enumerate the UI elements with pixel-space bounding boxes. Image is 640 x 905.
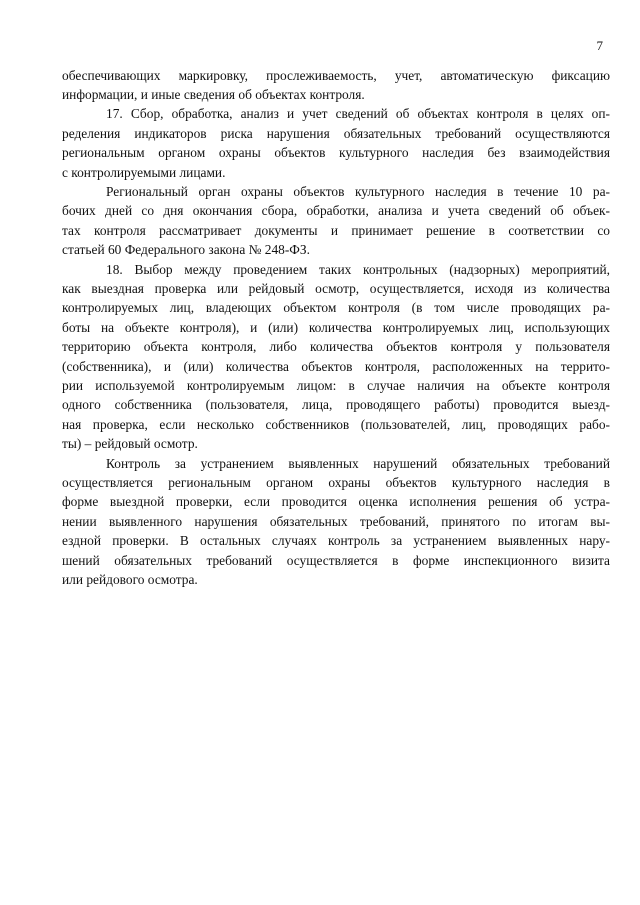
text-line: Региональный орган охраны объектов культурного наследия в течение 10 ра- (106, 184, 610, 199)
text-line: статьей 60 Федерального закона № 248-ФЗ. (62, 242, 310, 257)
text-line: Контроль за устранением выявленных нарушений обязательных требований (106, 456, 610, 471)
text-line: ная проверка, если несколько собственников (пользователей, лиц, проводящих рабо- (62, 417, 610, 432)
text-line: обеспечивающих маркировку, прослеживаемость, учет, автоматическую фиксацию (62, 68, 610, 83)
text-line: боты на объекте контроля), и (или) количества контролируемых лиц, использующих (62, 320, 610, 335)
text-line: ездной проверки. В остальных случаях контроль за устранением выявленных нару- (62, 533, 610, 548)
text-line: рии используемой контролируемым лицом: в случае наличия на объекте контроля (62, 378, 610, 393)
text-line: как выездная проверка или рейдовый осмотр, осуществляется, исходя из количества (62, 281, 610, 296)
text-line: территорию объекта контроля, либо количества объектов контроля у пользователя (62, 339, 610, 354)
text-line: нении выявленного нарушения обязательных требований, принятого по итогам вы- (62, 514, 610, 529)
text-line: форме выездной проверки, если проводится оценка исполнения решения об устра- (62, 494, 610, 509)
text-line: ты) – рейдовый осмотр. (62, 436, 198, 451)
text-line: одного собственника (пользователя, лица, проводящего работы) проводится выезд- (62, 397, 610, 412)
text-line: или рейдового осмотра. (62, 572, 198, 587)
text-line: информации, и иные сведения об объектах контроля. (62, 87, 365, 102)
text-line: шений обязательных требований осуществляется в форме инспекционного визита (62, 553, 610, 568)
text-line: ределения индикаторов риска нарушения обязательных требований осуществляются (62, 126, 610, 141)
text-line: осуществляется региональным органом охраны объектов культурного наследия в (62, 475, 610, 490)
text-line: бочих дней со дня окончания сбора, обработки, анализа и учета сведений об объек- (62, 203, 610, 218)
page-number: 7 (596, 38, 603, 53)
text-line: контролируемых лиц, владеющих объектом контроля (в том числе проводящих ра- (62, 300, 610, 315)
text-line: 17. Сбор, обработка, анализ и учет сведений об объектах контроля в целях оп- (106, 106, 610, 121)
text-line: региональным органом охраны объектов культурного наследия без взаимодействия (62, 145, 610, 160)
text-line: с контролируемыми лицами. (62, 165, 226, 180)
text-line: (собственника), и (или) количества объектов контроля, расположенных на террито- (62, 359, 610, 374)
text-line: 18. Выбор между проведением таких контрольных (надзорных) мероприятий, (106, 262, 610, 277)
text-line: тах контроля рассматривает документы и принимает решение в соответствии со (62, 223, 610, 238)
